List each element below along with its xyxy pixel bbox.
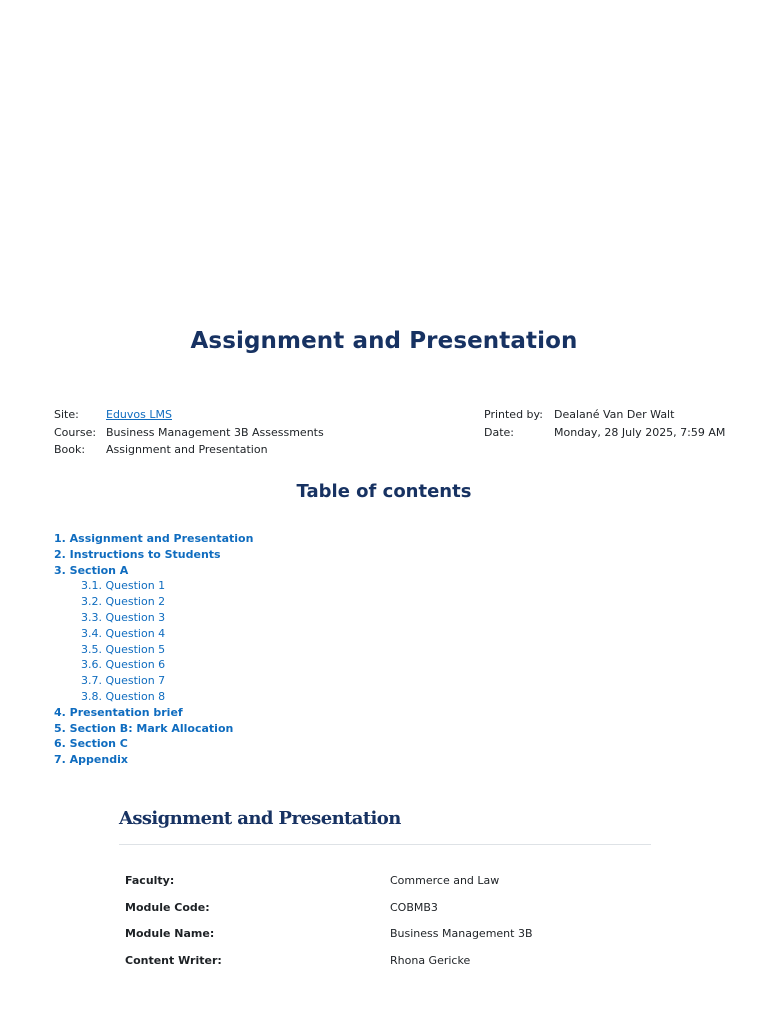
table-row xyxy=(125,954,533,981)
module-info-table xyxy=(125,874,533,981)
meta-date-row xyxy=(484,424,725,442)
toc-link-question-7[interactable]: 3.7. Question 7 xyxy=(81,674,166,688)
toc-link-appendix[interactable]: 7. Appendix xyxy=(54,753,128,767)
toc-link-presentation-brief[interactable]: 4. Presentation brief xyxy=(54,705,183,719)
content-writer-value: Rhona Gericke xyxy=(390,954,471,968)
table-row xyxy=(125,901,533,928)
content-writer-label: Content Writer: xyxy=(125,954,222,968)
meta-site-row xyxy=(54,406,324,424)
faculty-label: Faculty: xyxy=(125,874,175,887)
toc-link-question-1[interactable]: 3.1. Question 1 xyxy=(81,579,166,593)
module-name-value: Business Management 3B xyxy=(390,927,533,941)
module-code-value: COBMB3 xyxy=(390,900,438,914)
module-code-label: Module Code: xyxy=(125,900,210,914)
book-label: Book: xyxy=(54,443,86,456)
table-of-contents xyxy=(54,531,253,768)
date-label: Date: xyxy=(484,425,514,439)
section-divider xyxy=(119,844,651,845)
toc-link-instructions-to-students[interactable]: 2. Instructions to Students xyxy=(54,547,221,561)
printed-by-label: Printed by: xyxy=(484,408,543,421)
toc-link-section-b-mark-allocation[interactable]: 5. Section B: Mark Allocation xyxy=(54,721,234,735)
faculty-value: Commerce and Law xyxy=(390,874,500,887)
meta-printed-by-row xyxy=(484,406,725,424)
module-name-label: Module Name: xyxy=(125,927,215,941)
toc-link-question-5[interactable]: 3.5. Question 5 xyxy=(81,642,166,656)
toc-link-question-8[interactable]: 3.8. Question 8 xyxy=(81,689,166,703)
toc-link-assignment-and-presentation[interactable]: 1. Assignment and Presentation xyxy=(54,532,254,545)
toc-link-question-3[interactable]: 3.3. Question 3 xyxy=(81,610,166,624)
toc-link-section-a[interactable]: 3. Section A xyxy=(54,563,129,577)
meta-book-row xyxy=(54,441,324,459)
toc-link-question-4[interactable]: 3.4. Question 4 xyxy=(81,626,166,640)
course-value: Business Management 3B Assessments xyxy=(106,425,324,439)
table-row xyxy=(125,874,533,901)
site-label: Site: xyxy=(54,408,79,421)
toc-title: Table of contents xyxy=(296,481,472,502)
toc-link-section-c[interactable]: 6. Section C xyxy=(54,737,128,751)
date-value: Monday, 28 July 2025, 7:59 AM xyxy=(554,425,726,439)
book-value: Assignment and Presentation xyxy=(106,443,268,456)
meta-course-row xyxy=(54,424,324,442)
printed-by-value: Dealané Van Der Walt xyxy=(554,408,675,421)
site-link[interactable]: Eduvos LMS xyxy=(106,408,172,421)
table-row xyxy=(125,927,533,954)
print-meta-left xyxy=(54,406,324,459)
print-meta-right xyxy=(484,406,725,441)
course-label: Course: xyxy=(54,425,97,439)
toc-link-question-6[interactable]: 3.6. Question 6 xyxy=(81,658,166,672)
toc-link-question-2[interactable]: 3.2. Question 2 xyxy=(81,595,166,609)
page-title: Assignment and Presentation xyxy=(190,328,578,354)
section-heading: Assignment and Presentation xyxy=(119,808,401,829)
